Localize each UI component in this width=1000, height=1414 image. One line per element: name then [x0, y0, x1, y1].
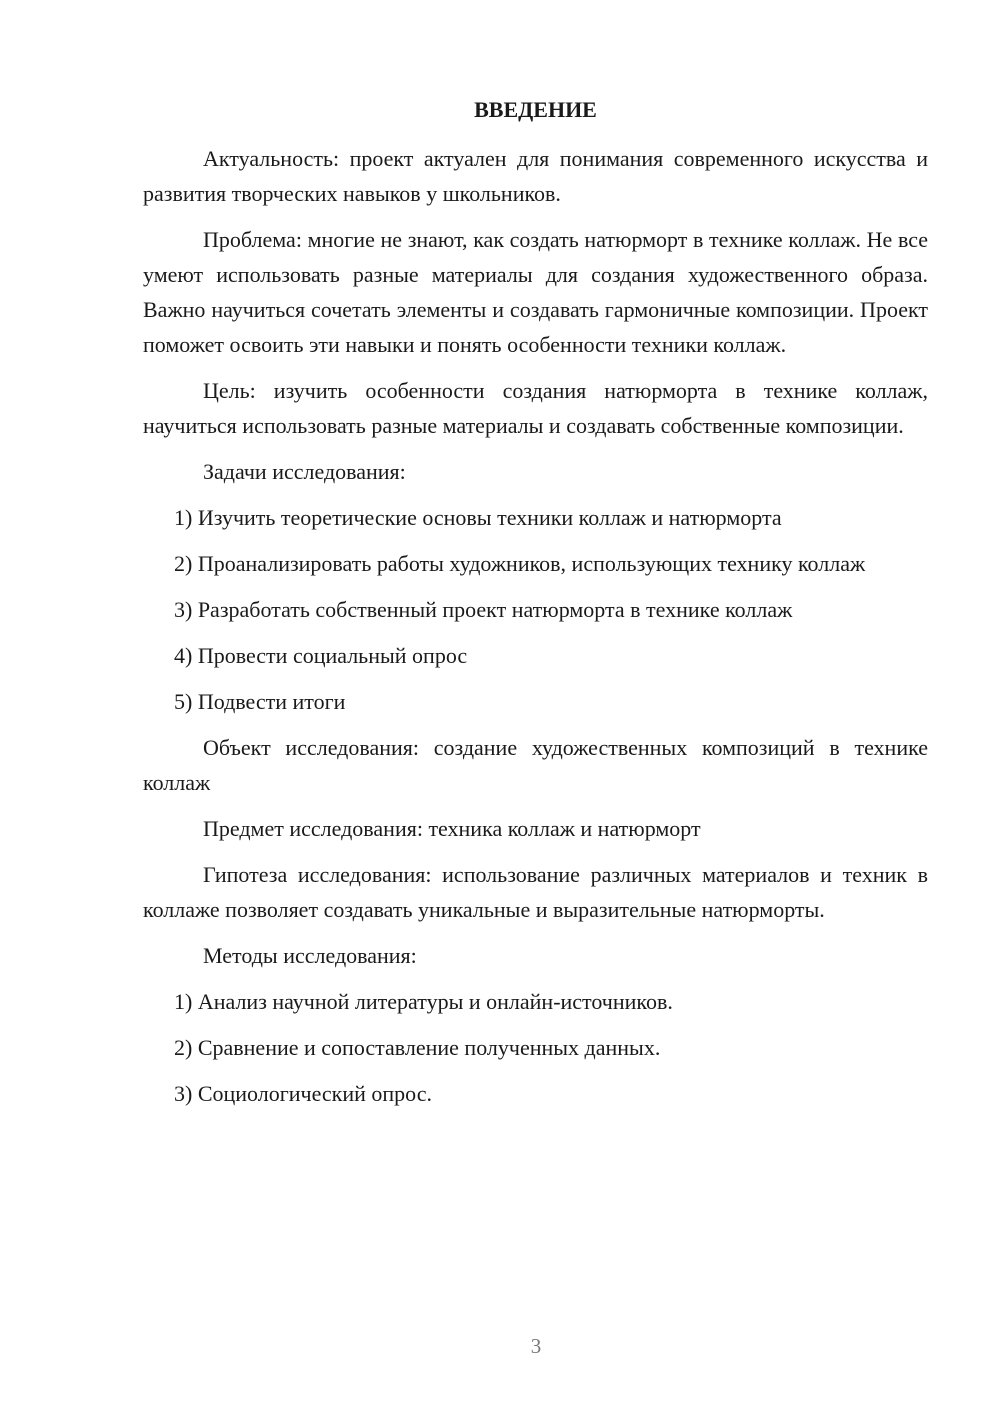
page-number: 3 [530, 1334, 542, 1358]
task-item: 5) Подвести итоги [174, 689, 346, 714]
method-item: 3) Социологический опрос. [174, 1081, 432, 1106]
document-page [143, 92, 928, 1122]
tasks-heading: Задачи исследования: [203, 459, 406, 484]
tasks-list [143, 500, 928, 719]
methods-list [143, 984, 928, 1111]
relevance-paragraph: Актуальность: проект актуален для понимания современного искусства и развития творческих навыков у школьников. [143, 146, 928, 206]
section-title: ВВЕДЕНИЕ [474, 97, 597, 122]
task-item: 1) Изучить теоретические основы техники коллаж и натюрморта [174, 505, 782, 530]
methods-heading: Методы исследования: [203, 943, 417, 968]
method-item: 1) Анализ научной литературы и онлайн-источников. [174, 989, 673, 1014]
object-paragraph: Объект исследования: создание художественных композиций в технике коллаж [143, 735, 928, 795]
task-item: 2) Проанализировать работы художников, использующих технику коллаж [174, 551, 866, 576]
goal-paragraph: Цель: изучить особенности создания натюрморта в технике коллаж, научиться использовать разные материалы и создавать собственные композиции. [143, 378, 928, 438]
task-item: 4) Провести социальный опрос [174, 643, 468, 668]
hypothesis-paragraph: Гипотеза исследования: использование различных материалов и техник в коллаже позволяет создавать уникальные и выразительные натюрморты. [143, 862, 928, 922]
problem-paragraph: Проблема: многие не знают, как создать натюрморт в технике коллаж. Не все умеют использовать разные материалы для создания художественного образа. Важно научиться сочетать элементы и создавать гармоничные композиции. Проект поможет освоить эти навыки и понять особенности техники коллаж. [143, 227, 928, 357]
method-item: 2) Сравнение и сопоставление полученных данных. [174, 1035, 661, 1060]
task-item: 3) Разработать собственный проект натюрморта в технике коллаж [174, 597, 793, 622]
subject-paragraph: Предмет исследования: техника коллаж и натюрморт [203, 816, 701, 841]
